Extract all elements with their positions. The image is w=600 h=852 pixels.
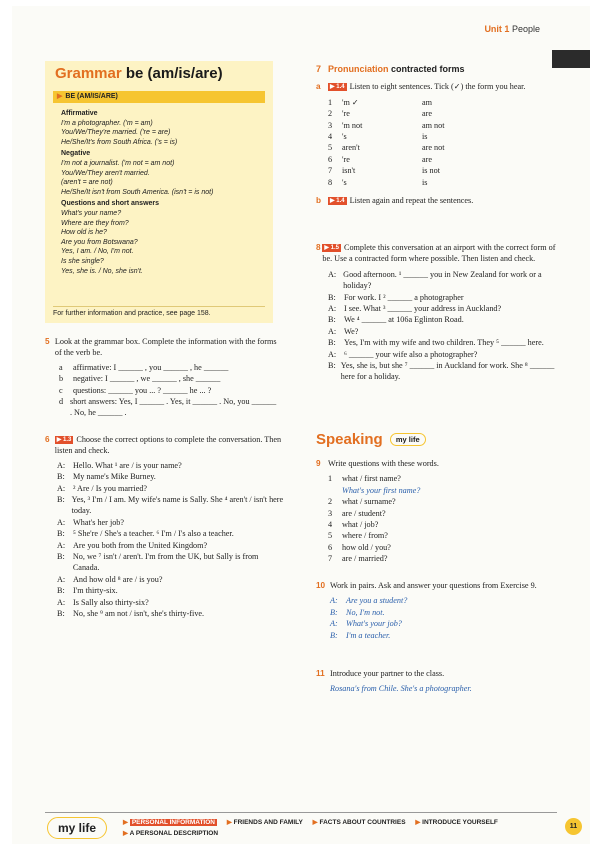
footer-nav (123, 817, 506, 839)
full-form: is not (422, 166, 440, 176)
exercise-instruction: Listen again and repeat the sentences. (349, 196, 474, 206)
speaker: A: (328, 349, 337, 359)
item-number: 5 (328, 531, 333, 541)
contracted-form: 's (342, 177, 347, 187)
item-text: affirmative: I ______ , you ______ , he ______ (73, 362, 229, 372)
dialogue-line: Yes, ³ I'm / I am. My wife's name is Sally. She ⁴ aren't / isn't here today. (71, 495, 284, 516)
footer-nav-item[interactable]: ▶ FRIENDS AND FAMILY (226, 819, 303, 826)
footer-divider (45, 812, 557, 813)
row-number: 5 (328, 143, 333, 153)
grammar-bar-label: BE (AM/IS/ARE) (65, 93, 118, 100)
row-number: 3 (328, 120, 333, 130)
speaker: B: (57, 552, 65, 562)
exercise-9 (316, 458, 556, 565)
row-number: 2 (328, 109, 333, 119)
grammar-line: Yes, she is. / No, she isn't. (61, 267, 143, 275)
questions-heading: Questions and short answers (61, 200, 160, 208)
ex8-dialogue (316, 269, 560, 383)
footer-nav-label: INTRODUCE YOURSELF (422, 819, 498, 826)
exercise-instruction: Listen to eight sentences. Tick (✓) the form you hear. (349, 82, 526, 92)
dialogue-line: ⁵ She're / She's a teacher. ⁶ I'm / I's also a teacher. (73, 529, 234, 539)
item-text: what / job? (342, 520, 379, 530)
contracted-form: 's (342, 132, 347, 142)
item-text: what / first name? (342, 474, 401, 484)
contracted-form: isn't (342, 166, 356, 176)
grammar-line: He/She/It's from South Africa. ('s = is) (61, 138, 178, 146)
exercise-number: 5 (45, 337, 50, 346)
speaker: A: (57, 517, 66, 527)
exercise-instruction: Write questions with these words. (328, 459, 439, 468)
full-form: are (422, 154, 432, 164)
page-number: 11 (565, 818, 582, 835)
speaker: A: (328, 326, 337, 336)
grammar-line: (aren't = are not) (61, 179, 113, 187)
footer-nav-item[interactable]: ▶ A PERSONAL DESCRIPTION (123, 830, 219, 837)
grammar-line: I'm a photographer. ('m = am) (61, 119, 153, 127)
item-text: what / surname? (342, 497, 396, 507)
dialogue-line: Hello. What ¹ are / is your name? (73, 460, 182, 470)
exercise-instruction: Introduce your partner to the class. (330, 669, 445, 678)
exercise-number: 8 (316, 243, 321, 252)
grammar-line: You/We/They're married. ('re = are) (61, 129, 171, 137)
speaker: B: (57, 529, 65, 539)
ex9-items (316, 473, 556, 564)
my-life-logo: my life (47, 817, 107, 839)
audio-track-number: 1.3 (63, 437, 72, 443)
exercise-5 (45, 336, 277, 419)
grammar-body (61, 107, 266, 276)
grammar-title-rest: be (am/is/are) (125, 65, 223, 82)
footer-nav-label: PERSONAL INFORMATION (131, 819, 215, 826)
speaker: B: (57, 609, 65, 619)
full-form: am not (422, 120, 445, 130)
row-number: 4 (328, 132, 333, 142)
item-letter: c (59, 385, 63, 395)
ex10-dialogue (316, 595, 556, 641)
exercise-10 (316, 580, 556, 641)
dialogue-line: No, I'm not. (346, 607, 385, 617)
dialogue-line: Is Sally also thirty-six? (73, 597, 149, 607)
example-answer: What's your first name? (342, 485, 421, 495)
exercise-7 (316, 64, 556, 206)
item-text: questions: ______ you ... ? ______ he ... ? (73, 385, 212, 395)
item-number: 3 (328, 508, 333, 518)
part-label: a (316, 82, 321, 92)
item-number (328, 485, 342, 496)
exercise-number: 7 (316, 64, 322, 74)
affirmative-heading: Affirmative (61, 110, 98, 117)
speaker: A: (330, 596, 338, 606)
pronunciation-topic: contracted forms (391, 64, 465, 74)
dialogue-line: I see. What ³ ______ your address in Auckland? (344, 304, 502, 314)
exercise-number: 9 (316, 459, 321, 468)
unit-title: People (511, 24, 540, 34)
item-number: 7 (328, 554, 333, 564)
unit-header (484, 24, 540, 34)
exercise-number: 6 (45, 435, 50, 444)
row-number: 7 (328, 166, 333, 176)
footer-nav-label: FRIENDS AND FAMILY (233, 819, 303, 826)
contracted-form: 're (342, 109, 350, 119)
item-letter: d (59, 397, 64, 407)
speaker: B: (57, 586, 65, 596)
dialogue-line: For work. I ² ______ a photographer (344, 292, 464, 302)
full-form: is (422, 132, 428, 142)
speaker: B: (328, 315, 336, 325)
speaker: B: (328, 361, 336, 371)
row-number: 6 (328, 154, 333, 164)
item-text: short answers: Yes, I ______ . Yes, it ______ . No, you ______ . No, he ______ . (69, 397, 277, 418)
part-label: b (316, 196, 322, 206)
footer-nav-item[interactable]: ▶ PERSONAL INFORMATION (123, 819, 215, 826)
grammar-line: What's your name? (61, 209, 122, 217)
ex6-dialogue (45, 460, 285, 620)
speaker: A: (57, 460, 66, 470)
speaker: B: (57, 495, 65, 505)
audio-track-icon[interactable]: ▶ 1.4 (330, 84, 345, 91)
item-text: negative: I ______ , we ______ , she ______ (73, 374, 221, 384)
dialogue-line: Yes, she is, but she ⁷ ______ in Auckland for work. She ⁸ ______ here for a holiday. (340, 361, 555, 382)
grammar-bar (53, 91, 265, 103)
exercise-number: 11 (316, 669, 325, 678)
full-form: are not (422, 143, 445, 153)
dialogue-line: We? (344, 326, 359, 336)
page (12, 6, 590, 844)
full-form: are (422, 109, 432, 119)
item-text: are / student? (342, 508, 386, 518)
speaker: A: (330, 619, 338, 629)
audio-track-number: 1.5 (330, 245, 339, 251)
grammar-line: How old is he? (61, 229, 107, 237)
item-number: 1 (328, 474, 333, 484)
grammar-line: Yes, I am. / No, I'm not. (61, 248, 134, 256)
full-form: is (422, 177, 428, 187)
audio-track-number: 1.4 (336, 84, 345, 91)
dialogue-line: ² Are / Is you married? (73, 483, 148, 493)
speaker: A: (328, 269, 337, 279)
dialogue-line: Good afternoon. ¹ ______ you in New Zealand for work or a holiday? (343, 269, 542, 291)
footer-nav-item[interactable]: ▶ INTRODUCE YOURSELF (415, 819, 498, 826)
grammar-title (55, 65, 223, 82)
speaker: B: (330, 607, 338, 617)
exercise-number: 10 (316, 581, 326, 590)
item-letter: a (59, 362, 63, 372)
dialogue-line: Yes, I'm with my wife and two children. They ⁵ ______ here. (344, 338, 544, 348)
item-text: how old / you? (342, 542, 391, 552)
dialogue-line: No, we ⁷ isn't / aren't. I'm from the UK, but Sally is from Canada. (72, 552, 259, 573)
dialogue-line: Are you both from the United Kingdom? (73, 540, 208, 550)
dialogue-line: ⁶ ______ your wife also a photographer? (344, 349, 478, 359)
triangle-icon: ▶ (57, 93, 63, 100)
dialogue-line: And how old ⁸ are / is you? (73, 574, 163, 584)
contracted-form: 'm ✓ (342, 97, 359, 107)
audio-track-icon[interactable]: ▶ 1.4 (330, 198, 345, 205)
item-number: 4 (328, 520, 333, 530)
grammar-line: Is she single? (61, 257, 104, 265)
speaker: A: (328, 304, 337, 314)
footer-nav-label: FACTS ABOUT COUNTRIES (319, 819, 406, 826)
dialogue-line: Are you a student? (346, 596, 408, 606)
speaking-title: Speaking (316, 431, 383, 448)
speaker: B: (330, 630, 338, 640)
speaker: B: (57, 472, 65, 482)
contracted-form: 're (342, 154, 350, 164)
speaking-heading (316, 431, 426, 448)
grammar-line: Where are they from? (61, 219, 129, 227)
audio-track-icon[interactable]: ▶ 1.3 (56, 437, 72, 443)
dialogue-line: No, she ⁹ am not / isn't, she's thirty-five. (73, 609, 205, 619)
grammar-line: You/We/They aren't married. (61, 169, 150, 177)
grammar-box (45, 61, 273, 323)
corner-tab (552, 50, 590, 68)
item-number: 2 (328, 497, 333, 507)
page-footer (45, 814, 590, 844)
speaker: A: (57, 483, 66, 493)
speaker: B: (328, 292, 336, 302)
pronunciation-label: Pronunciation (328, 64, 389, 74)
item-letter: b (59, 374, 64, 384)
audio-track-icon[interactable]: ▶ 1.5 (324, 245, 339, 251)
speaker: A: (57, 574, 66, 584)
speaker: B: (328, 338, 336, 348)
dialogue-line: What's your job? (346, 619, 402, 629)
exercise-instruction: Complete this conversation at an airport with the correct form of be. Use a contracted form where possible. Then listen and check. (322, 243, 556, 264)
grammar-line: He/She/It isn't from South America. (isn't = is not) (61, 188, 214, 196)
contracted-form: aren't (342, 143, 360, 153)
audio-track-number: 1.4 (336, 198, 345, 205)
dialogue-line: I'm a teacher. (346, 630, 391, 640)
row-number: 1 (328, 97, 333, 107)
full-form: am (422, 97, 433, 107)
dialogue-line: I'm thirty-six. (73, 586, 118, 596)
footer-nav-item[interactable]: ▶ FACTS ABOUT COUNTRIES (312, 819, 406, 826)
exercise-6 (45, 434, 285, 620)
dialogue-line: My name's Mike Burney. (73, 472, 156, 482)
row-number: 8 (328, 177, 333, 187)
pronunciation-table (316, 97, 556, 188)
item-number: 6 (328, 542, 333, 552)
exercise-8 (316, 242, 560, 383)
unit-label: Unit 1 (484, 24, 510, 34)
contracted-form: 'm not (342, 120, 363, 130)
ex5-items (45, 362, 277, 419)
footer-nav-label: A PERSONAL DESCRIPTION (129, 830, 219, 837)
speaker: A: (57, 597, 66, 607)
grammar-title-prefix: Grammar (55, 65, 122, 82)
exercise-instruction: Choose the correct options to complete the conversation. Then listen and check. (54, 435, 282, 456)
grammar-line: Are you from Botswana? (61, 238, 138, 246)
exercise-instruction: Work in pairs. Ask and answer your questions from Exercise 9. (330, 581, 537, 590)
grammar-footer: For further information and practice, see page 158. (53, 306, 265, 317)
item-text: where / from? (342, 531, 388, 541)
my-life-badge: my life (390, 433, 426, 446)
exercise-instruction: Look at the grammar box. Complete the information with the forms of the verb be. (54, 337, 277, 358)
negative-heading: Negative (61, 150, 91, 158)
dialogue-line: What's her job? (73, 517, 125, 527)
example-answer: Rosana's from Chile. She's a photographer. (330, 684, 472, 694)
item-text: are / married? (342, 554, 388, 564)
dialogue-line: We ⁴ ______ at 106a Eglinton Road. (344, 315, 464, 325)
speaker: A: (57, 540, 66, 550)
grammar-line: I'm not a journalist. ('m not = am not) (61, 159, 175, 167)
exercise-11 (316, 668, 556, 695)
